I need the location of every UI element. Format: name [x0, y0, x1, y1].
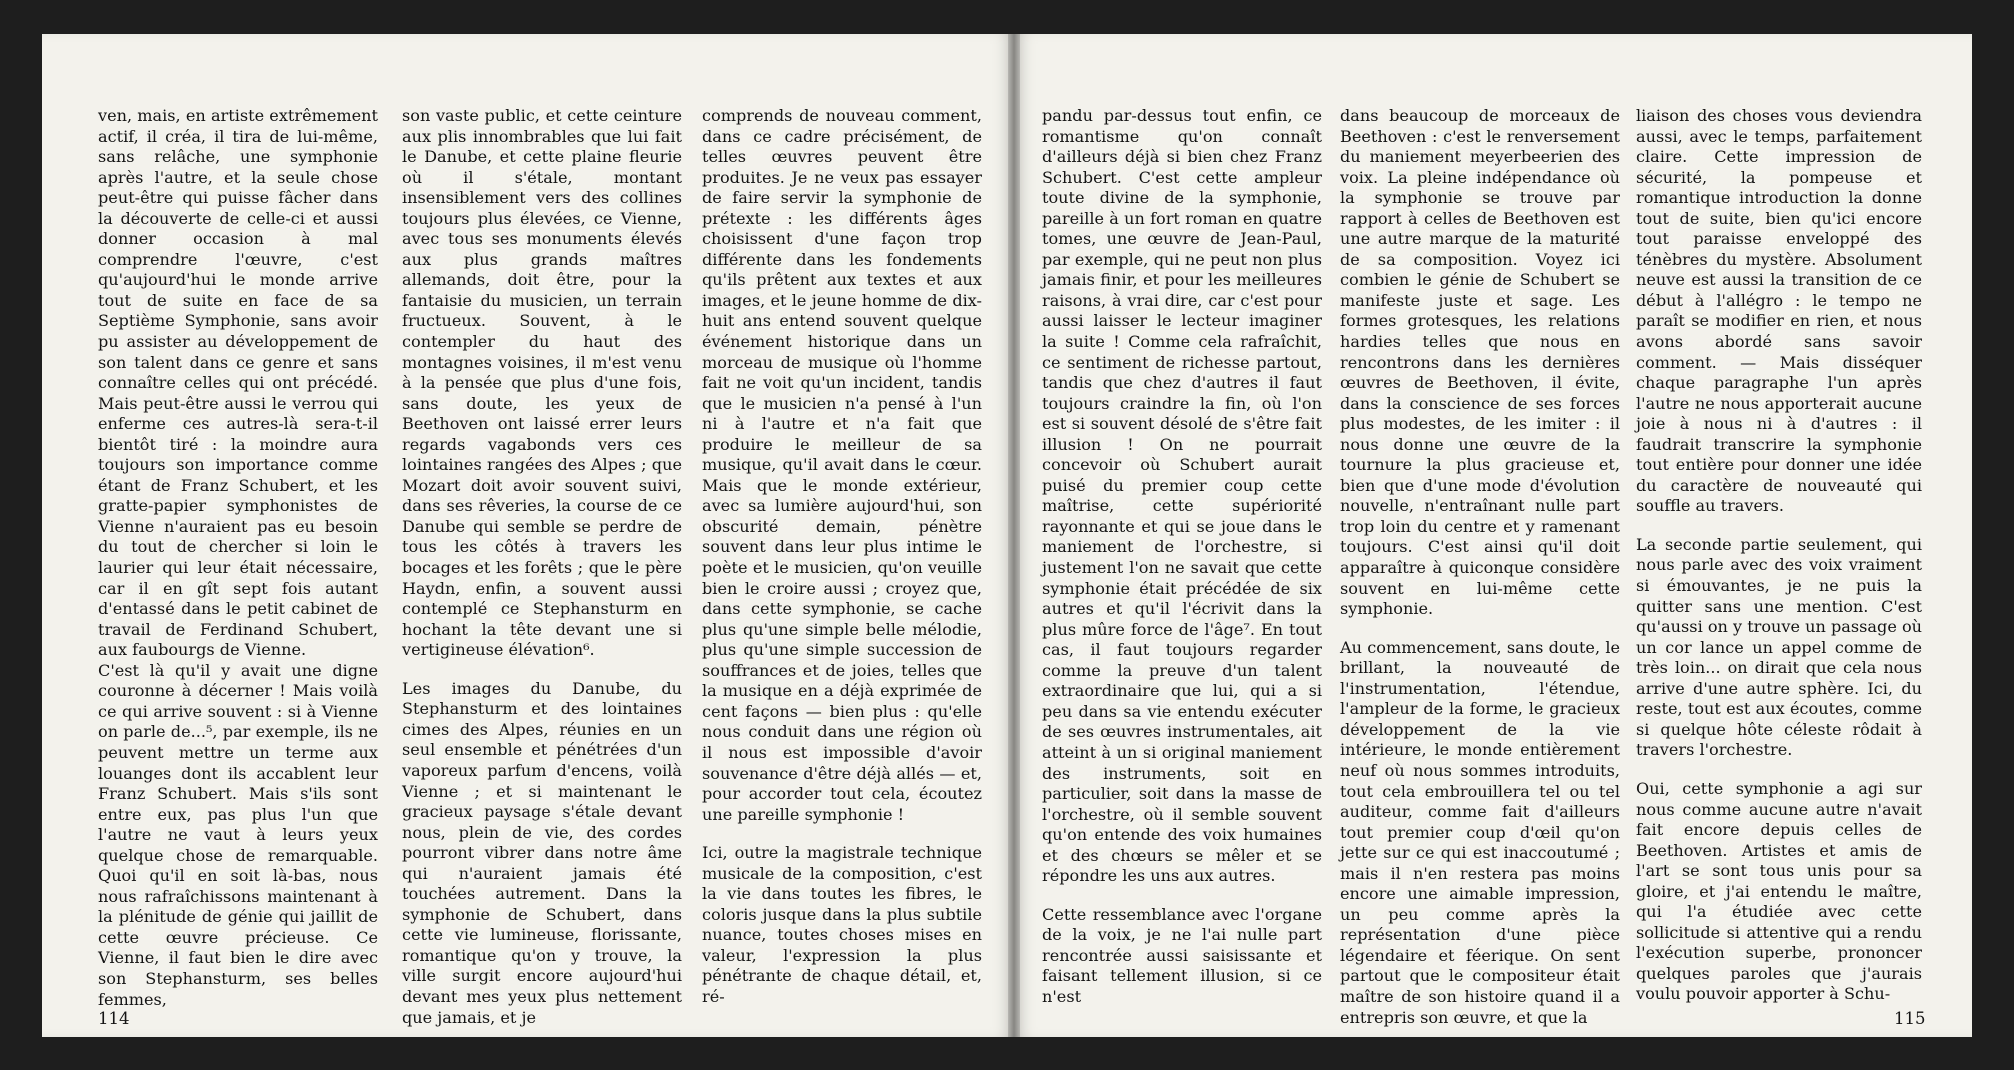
- paragraph: dans beaucoup de morceaux de Beethoven : c'est le renversement du maniement meyerbeerien des voix. La pleine indépendance où la symphonie se trouve par rapport à celles de Beethoven est une autre marque de la maturité de sa composition. Voyez ici combien le génie de Schubert se manifeste juste et sage. Les formes grotesques, les relations hardies telles que nous en rencontrons dans les dernières œuvres de Beethoven, il évite, dans la conscience de ses forces plus modestes, de les imiter : il nous donne une œuvre de la tournure la plus gracieuse et, bien que d'une mode d'évolution nouvelle, n'entraînant nulle part trop loin du centre et y ramenant toujours. C'est ainsi qu'il doit apparaître à quiconque considère souvent en lui-même cette symphonie.: [1340, 106, 1620, 619]
- right-page: [1014, 34, 1972, 1037]
- paragraph: pandu par-dessus tout enfin, ce romantisme qu'on connaît d'ailleurs déjà si bien chez Franz Schubert. C'est cette ampleur toute divine de la symphonie, pareille à un fort roman en quatre tomes, une œuvre de Jean-Paul, par exemple, qui ne peut non plus jamais finir, et pour les meilleures raisons, à vrai dire, car c'est pour aussi laisser le lecteur imaginer la suite ! Comme cela rafraîchit, ce sentiment de richesse partout, tandis que chez d'autres il faut toujours craindre la fin, où l'on est si souvent désolé de s'être fait illusion ! On ne pourrait concevoir où Schubert aurait puisé du premier coup cette maîtrise, cette supériorité rayonnante et qui se joue dans le maniement de l'orchestre, si justement l'on ne savait que cette symphonie était précédée de six autres et qu'il l'écrivit dans la plus mûre force de l'âge⁷. En tout cas, il faut toujours regarder comme la preuve d'un talent extraordinaire que lui, qui a si peu dans sa vie entendu exécuter de ses œuvres instrumentales, ait atteint à un si original maniement des instruments, soit en particulier, soit dans la masse de l'orchestre, où il semble souvent qu'on entende des voix humaines et des chœurs se mêler et se répondre les uns aux autres.: [1042, 106, 1322, 886]
- paragraph: La seconde partie seulement, qui nous parle avec des voix vraiment si émouvantes, je ne puis la quitter sans une mention. C'est qu'aussi on y trouve un passage où un cor lance un appel comme de très loin... on dirait que cela nous arrive d'une autre sphère. Ici, du reste, tout est aux écoutes, comme si quelque hôte céleste rôdait à travers l'orchestre.: [1636, 534, 1923, 760]
- paragraph: comprends de nouveau comment, dans ce cadre précisément, de telles œuvres peuvent être produites. Je ne veux pas essayer de faire servir la symphonie de prétexte : les différents âges choisissent d'une façon trop différente dans les fondements qu'ils prêtent aux textes et aux images, et le jeune homme de dix-huit ans entend souvent quelque événement historique dans un morceau de musique où l'homme fait ne voit qu'un incident, tandis que le musicien n'a pensé à l'un ni à l'autre et n'a fait que produire le meilleur de sa musique, qu'il avait dans le cœur. Mais que le monde extérieur, avec sa lumière aujourd'hui, son obscurité demain, pénètre souvent dans leur plus intime le poète et le musicien, qu'on veuille bien le croire aussi ; croyez que, dans cette symphonie, se cache plus qu'une simple belle mélodie, plus qu'une simple succession de souffrances et de joies, telles que la musique en a déjà exprimée de cent façons — bien plus : qu'elle nous conduit dans une région où il nous est impossible d'avoir souvenance d'être déjà allés — et, pour accorder tout cela, écoutez une pareille symphonie !: [702, 106, 982, 824]
- left-page-column-2: [402, 106, 682, 1028]
- left-page-column-3: [702, 106, 982, 1008]
- right-page-column-2: [1340, 106, 1620, 1028]
- paragraph: C'est là qu'il y avait une digne couronne à décerner ! Mais voilà ce qui arrive souvent : si à Vienne on parle de...⁵, par exemple, ils ne peuvent mettre un terme aux louanges dont ils accablent leur Franz Schubert. Mais s'ils sont entre eux, pas plus l'un que l'autre ne vaut à leurs yeux quelque chose de remarquable. Quoi qu'il en soit là-bas, nous nous rafraîchissons maintenant à la plénitude de génie qui jaillit de cette œuvre précieuse. Ce Vienne, il faut bien le dire avec son Stephansturm, ses belles femmes,: [98, 660, 378, 1009]
- paragraph: Ici, outre la magistrale technique musicale de la composition, c'est la vie dans toutes les fibres, le coloris jusque dans la plus subtile nuance, toutes choses mises en valeur, l'expression la plus pénétrante de chaque détail, et, ré-: [702, 843, 982, 1006]
- paragraph: Les images du Danube, du Stephansturm et des lointaines cimes des Alpes, réunies en un seul ensemble et pénétrées d'un vaporeux parfum d'encens, voilà Vienne ; et si maintenant le gracieux paysage s'étale devant nous, plein de vie, des cordes pourront vibrer dans notre âme qui n'auraient jamais été touchées autrement. Dans la symphonie de Schubert, dans cette vie lumineuse, florissante, romantique qu'on y trouve, la ville surgit encore aujourd'hui devant mes yeux plus nettement que jamais, et je: [402, 678, 682, 1027]
- paragraph: son vaste public, et cette ceinture aux plis innombrables que lui fait le Danube, et cette plaine fleurie où il s'étale, montant insensiblement vers des collines toujours plus élevées, ce Vienne, avec tous ses monuments élevés aux plus grands maîtres allemands, doit être, pour la fantaisie du musicien, un terrain fructueux. Souvent, à le contempler du haut des montagnes voisines, il m'est venu à la pensée que plus d'une fois, sans doute, les yeux de Beethoven ont laissé errer leurs regards vagabonds vers ces lointaines rangées des Alpes ; que Mozart doit avoir souvent suivi, dans ses rêveries, la course de ce Danube qui semble se perdre de tous les côtés à travers les bocages et les forêts ; que le père Haydn, enfin, a souvent aussi contemplé ce Stephansturm en hochant la tête devant une si vertigineuse élévation⁶.: [402, 106, 682, 660]
- right-page-column-3: [1636, 106, 1922, 1005]
- paragraph: Oui, cette symphonie a agi sur nous comme aucune autre n'avait fait encore depuis celles de Beethoven. Artistes et amis de l'art se sont tous unis pour sa gloire, et j'ai entendu le maître, qui l'a étudiée avec cette sollicitude si attentive qui a rendu l'exécution superbe, prononcer quelques paroles que j'aurais voulu pouvoir apporter à Schu-: [1636, 778, 1922, 1004]
- left-page-column-1: [98, 106, 378, 1010]
- paragraph: ven, mais, en artiste extrêmement actif, il créa, il tira de lui-même, sans relâche, une symphonie après l'autre, et la seule chose peut-être qui puisse fâcher dans la découverte de celle-ci et aussi donner occasion à mal comprendre l'œuvre, c'est qu'aujourd'hui le monde arrive tout de suite en face de sa Septième Symphonie, sans avoir pu assister au développement de son talent dans ce genre et sans connaître celles qui ont précédé. Mais peut-être aussi le verrou qui enferme ces autres-là sera-t-il bientôt tiré : la moindre aura toujours son importance comme étant de Franz Schubert, et les gratte-papier symphonistes de Vienne n'auraient pas eu besoin du tout de chercher si loin le laurier qui leur était nécessaire, car il en gît sept fois autant d'entassé dans le petit cabinet de travail de Ferdinand Schubert, aux faubourgs de Vienne.: [98, 106, 378, 660]
- paragraph: Au commencement, sans doute, le brillant, la nouveauté de l'instrumentation, l'étendue, l'ampleur de la forme, le gracieux développement de la vie intérieure, le monde entièrement neuf où nous sommes introduits, tout cela embrouillera tel ou tel auditeur, comme fait d'ailleurs tout premier coup d'œil qu'on jette sur ce qui est inaccoutumé ; mais il n'en restera pas moins encore une aimable impression, un peu comme après la représentation d'une pièce légendaire et féerique. On sent partout que le compositeur était maître de son histoire quand il a entrepris son œuvre, et que la: [1340, 637, 1620, 1027]
- book-gutter: [1008, 34, 1020, 1037]
- paragraph: Cette ressemblance avec l'organe de la voix, je ne l'ai nulle part rencontrée aussi saisissante et faisant tellement illusion, si ce n'est: [1042, 904, 1322, 1006]
- left-page: [42, 34, 1014, 1037]
- page-number: 115: [1894, 1009, 1926, 1028]
- paragraph: liaison des choses vous deviendra aussi, avec le temps, parfaitement claire. Cette impression de sécurité, la pompeuse et romantique introduction la donne tout de suite, bien qu'ici encore tout paraisse enveloppé des ténèbres du mystère. Absolument neuve est aussi la transition de ce début à l'allégro : le tempo ne paraît se modifier en rien, et nous avons abordé sans savoir comment. — Mais disséquer chaque paragraphe l'un après l'autre ne nous apporterait aucune joie à nous ni à d'autres : il faudrait transcrire la symphonie tout entière pour donner une idée du caractère de nouveauté qui souffle au travers.: [1636, 106, 1922, 516]
- page-number: 114: [98, 1009, 130, 1028]
- right-page-column-1: [1042, 106, 1322, 1008]
